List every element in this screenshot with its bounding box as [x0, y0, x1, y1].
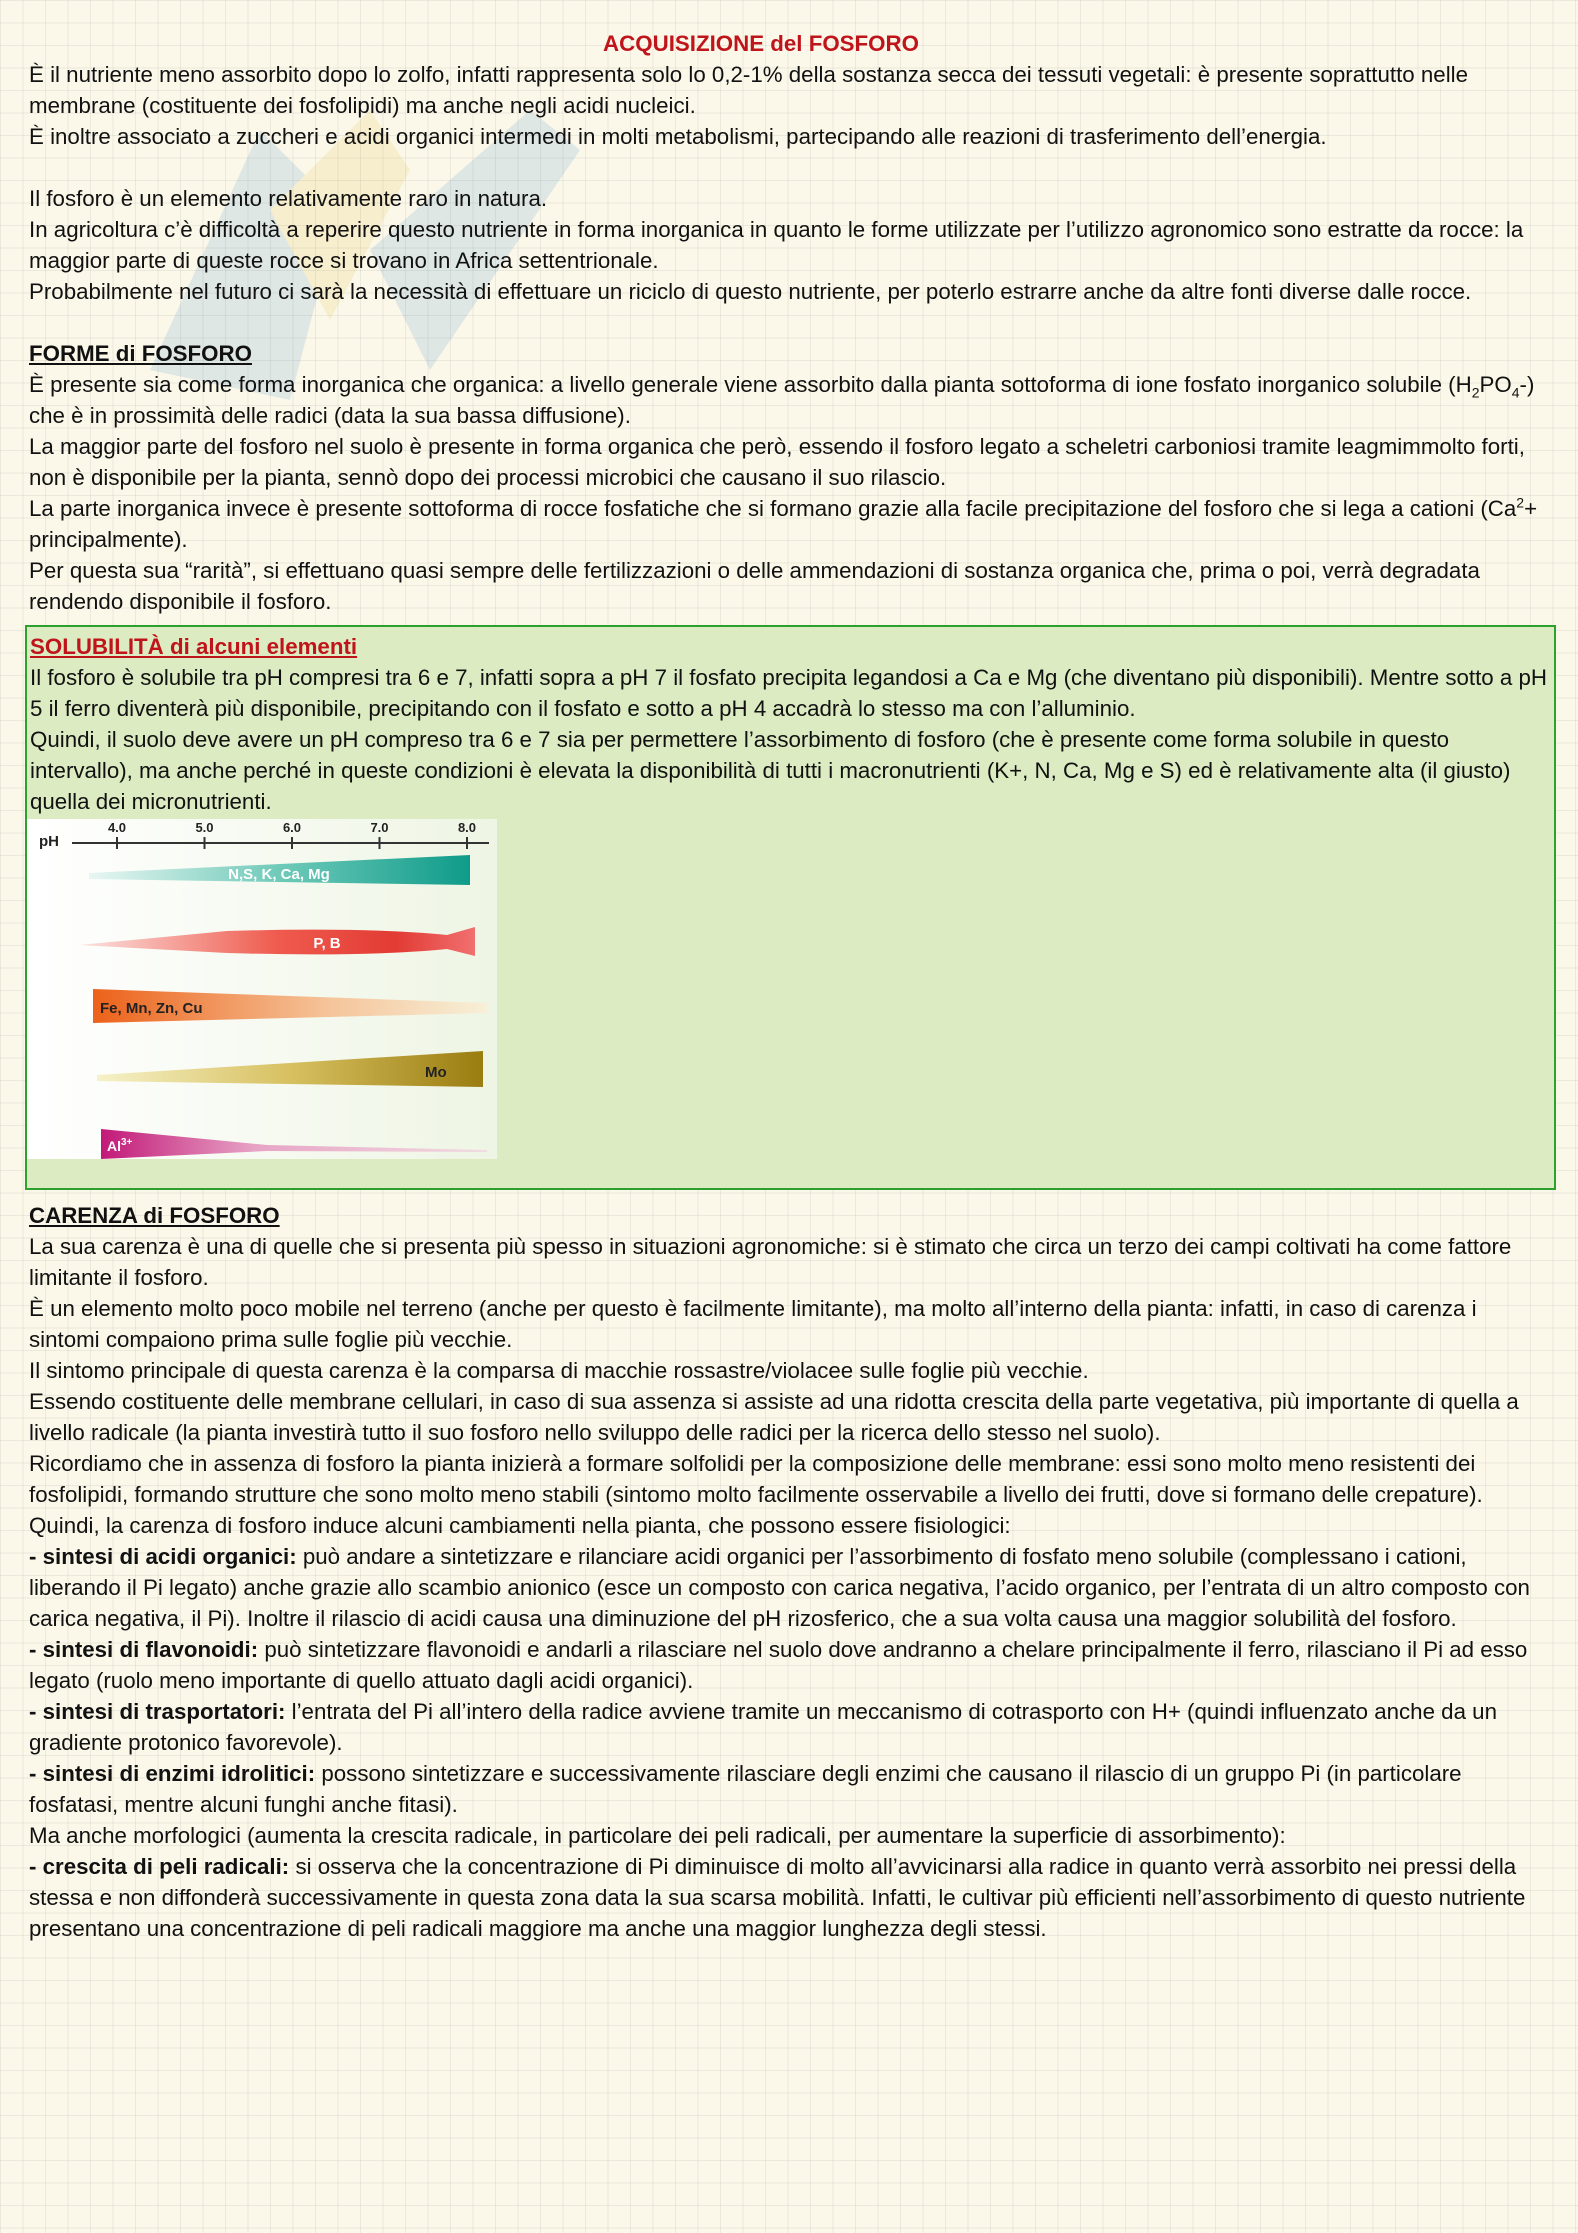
band-label-al: $Al^{3+}$: [107, 1137, 133, 1154]
solubilita-paragraph-2: Quindi, il suolo deve avere un pH compreso tra 6 e 7 sia per permettere l’assorbimento di fosforo (che è presente come forma solubile in questo intervallo), ma anche perché in queste condizioni è elevata la disponibilità di tutti i macronutrienti (K+, N, Ca, Mg e S) ed è relativamente alta (il giusto) quella dei micronutrienti.: [30, 727, 1511, 814]
bullet-acidi-organici: - sintesi di acidi organici: può andare a sintetizzare e rilanciare acidi organici per l’assorbimento di fosfato meno solubile (complessano i cationi, liberando il Pi legato) anche grazie allo scambio anionico (esce un composto con carica negativa, l’acido organico, per l’entrata di un altro composto con carica negativa, il Pi). Inoltre il rilascio di acidi causa una diminuzione del pH rizosferico, che a sua volta causa una maggior solubilità del fosforo.: [29, 1544, 1530, 1631]
section-heading-forme: FORME di FOSFORO: [29, 341, 252, 366]
forme-paragraph-2: La maggior parte del fosforo nel suolo è presente in forma organica che però, essendo il fosforo legato a scheletri carboniosi tramite leagmimmolto forti, non è disponibile per la pianta, sennò dopo dei processi microbici che causano il suo rilascio.: [29, 434, 1525, 490]
forme-paragraph-4: Per questa sua “rarità”, si effettuano quasi sempre delle fertilizzazioni o delle ammendazioni di sostanza organica che, prima o poi, verrà degradata rendendo disponibile il fosforo.: [29, 558, 1480, 614]
bullet-peli-radicali: - crescita di peli radicali: si osserva che la concentrazione di Pi diminuisce di molto all’avvicinarsi alla radice in quanto verrà assorbito nei pressi della stessa e non diffonderà successivamente in questa zona data la sua scarsa mobilità. Infatti, le cultivar più efficienti nell’assorbimento di questo nutriente presentano una concentrazione di peli radicali maggiore ma anche una maggior lunghezza degli stessi.: [29, 1854, 1526, 1941]
band-label-p-b: P, B: [313, 935, 341, 952]
carenza-paragraph-5: Ricordiamo che in assenza di fosforo la pianta inizierà a formare solfolidi per la composizione delle membrane: essi sono molto meno resistenti dei fosfolipidi, formando strutture che sono molto meno stabili (sintomo molto facilmente osservabile a livello dei frutti, dove si formano delle crepature).: [29, 1451, 1483, 1507]
carenza-paragraph-3: Il sintomo principale di questa carenza è la comparsa di macchie rossastre/violacee sulle foglie più vecchie.: [29, 1358, 1089, 1383]
carenza-paragraph-4: Essendo costituente delle membrane cellulari, in caso di sua assenza si assiste ad una ridotta crescita della parte vegetativa, più importante di quella a livello radicale (la pianta investirà tutto il suo fosforo nello sviluppo delle radici per la ricerca dello stesso nel suolo).: [29, 1389, 1519, 1445]
axis-label-ph: pH: [39, 833, 59, 850]
section-heading-solubilita: SOLUBILITÀ di alcuni elementi: [30, 634, 358, 659]
section-heading-carenza: CARENZA di FOSFORO: [29, 1203, 280, 1228]
ph-tick-label: 7.0: [370, 820, 389, 835]
carenza-paragraph-1: La sua carenza è una di quelle che si presenta più spesso in situazioni agronomiche: si è stimato che circa un terzo dei campi coltivati ha come fattore limitante il fosforo.: [29, 1234, 1512, 1290]
intro-paragraph-3: Il fosforo è un elemento relativamente raro in natura.: [29, 186, 548, 211]
bullet-flavonoidi: - sintesi di flavonoidi: può sintetizzare flavonoidi e andarli a rilasciare nel suolo dove andranno a chelare principalmente il ferro, rilasciano il Pi ad esso legato (ruolo meno importante di quello attuato dagli acidi organici).: [29, 1637, 1528, 1693]
ph-availability-chart: [27, 819, 497, 1159]
band-label-macronutrients: N,S, K, Ca, Mg: [228, 866, 330, 883]
ph-tick-label: 5.0: [195, 820, 214, 835]
bullet-trasportatori: - sintesi di trasportatori: l’entrata del Pi all’intero della radice avviene tramite un meccanismo di cotrasporto con H+ (quindi influenzato anche da un gradiente protonico favorevole).: [29, 1699, 1497, 1755]
solubilita-paragraph-1: Il fosforo è solubile tra pH compresi tra 6 e 7, infatti sopra a pH 7 il fosfato precipita legandosi a Ca e Mg (che diventano più disponibili). Mentre sotto a pH 5 il ferro diventerà più disponibile, precipitando con il fosfato e sotto a pH 4 accadrà lo stesso ma con l’alluminio.: [30, 665, 1547, 721]
solubility-box: [25, 625, 1556, 1190]
forme-paragraph-1: È presente sia come forma inorganica che organica: a livello generale viene assorbito dalla pianta sottoforma di ione fosfato inorganico solubile $(H_2PO_4-)$ che è in prossimità delle radici (data la sua bassa diffusione).: [29, 372, 1535, 428]
intro-paragraph-1: È il nutriente meno assorbito dopo lo zolfo, infatti rappresenta solo lo 0,2-1% della sostanza secca dei tessuti vegetali: è presente soprattutto nelle membrane (costituente dei fosfolipidi) ma anche negli acidi nucleici.: [29, 62, 1468, 118]
bullet-enzimi-idrolitici: - sintesi di enzimi idrolitici: possono sintetizzare e successivamente rilasciare degli enzimi che causano il rilascio di un gruppo Pi (in particolare fosfatasi, mentre alcuni funghi anche fitasi).: [29, 1761, 1462, 1817]
band-label-mo: Mo: [425, 1064, 447, 1081]
page-title: ACQUISIZIONE del FOSFORO: [603, 31, 919, 56]
carenza-paragraph-2: È un elemento molto poco mobile nel terreno (anche per questo è facilmente limitante), ma molto all’interno della pianta: infatti, in caso di carenza i sintomi compaiono prima sulle foglie più vecchie.: [29, 1296, 1477, 1352]
intro-paragraph-2: È inoltre associato a zuccheri e acidi organici intermedi in molti metabolismi, partecipando alle reazioni di trasferimento dell’energia.: [29, 124, 1327, 149]
ph-tick-label: 8.0: [457, 820, 477, 835]
ph-tick-label: 4.0: [107, 820, 127, 835]
carenza-paragraph-6: Quindi, la carenza di fosforo induce alcuni cambiamenti nella pianta, che possono essere fisiologici:: [29, 1513, 1011, 1538]
forme-paragraph-3: La parte inorganica invece è presente sottoforma di rocce fosfatiche che si formano grazie alla facile precipitazione del fosforo che si lega a cationi ($Ca^2+$ principalmente).: [29, 494, 1538, 552]
intro-paragraph-5: Probabilmente nel futuro ci sarà la necessità di effettuare un riciclo di questo nutriente, per poterlo estrarre anche da altre fonti diverse dalle rocce.: [29, 279, 1472, 304]
ph-tick-label: 6.0: [282, 820, 302, 835]
document-page: [29, 28, 1549, 1944]
carenza-paragraph-7: Ma anche morfologici (aumenta la crescita radicale, in particolare dei peli radicali, per aumentare la superficie di assorbimento):: [29, 1823, 1286, 1848]
intro-paragraph-4: In agricoltura c’è difficoltà a reperire questo nutriente in forma inorganica in quanto le forme utilizzate per l’utilizzo agronomico sono estratte da rocce: la maggior parte di queste rocce si trovano in Africa settentrionale.: [29, 217, 1524, 273]
band-label-micronutrients: Fe, Mn, Zn, Cu: [100, 1000, 203, 1017]
